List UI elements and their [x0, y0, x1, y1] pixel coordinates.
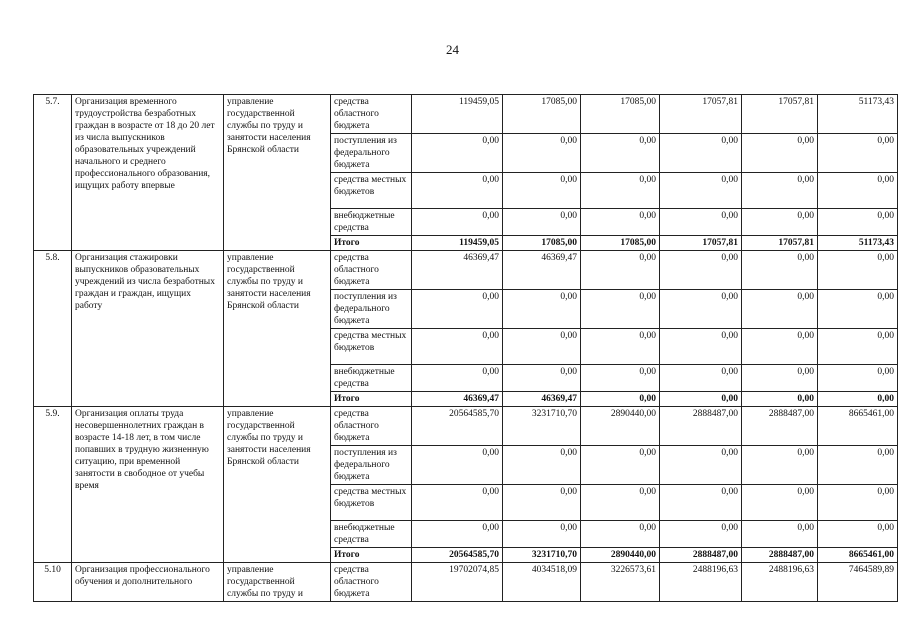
amount-cell: 0,00: [818, 209, 898, 236]
total-amount-cell: 17085,00: [503, 236, 581, 251]
total-amount-cell: 2890440,00: [581, 548, 660, 563]
item-name: Организация временного трудоустройства безработных граждан в возрасте от 18 до 20 лет из числа выпускников образовательных учреждений начального и среднего профессионального образования, ищущих работу впервые: [72, 95, 224, 251]
amount-cell: 0,00: [660, 446, 742, 485]
amount-cell: 2888487,00: [742, 407, 818, 446]
table-row: [34, 95, 898, 134]
amount-cell: 119459,05: [412, 95, 503, 134]
amount-cell: 0,00: [660, 521, 742, 548]
amount-cell: 0,00: [818, 173, 898, 209]
amount-cell: 0,00: [581, 485, 660, 521]
amount-cell: 0,00: [660, 209, 742, 236]
total-amount-cell: 8665461,00: [818, 548, 898, 563]
amount-cell: 51173,43: [818, 95, 898, 134]
amount-cell: 0,00: [412, 134, 503, 173]
total-amount-cell: 3231710,70: [503, 548, 581, 563]
amount-cell: 0,00: [581, 173, 660, 209]
amount-cell: 0,00: [503, 290, 581, 329]
amount-cell: 0,00: [818, 365, 898, 392]
amount-cell: 0,00: [660, 485, 742, 521]
amount-cell: 0,00: [412, 329, 503, 365]
total-amount-cell: 0,00: [818, 392, 898, 407]
amount-cell: 0,00: [412, 521, 503, 548]
amount-cell: 0,00: [742, 173, 818, 209]
amount-cell: 20564585,70: [412, 407, 503, 446]
funding-source: средства местных бюджетов: [331, 173, 412, 209]
total-amount-cell: 17085,00: [581, 236, 660, 251]
item-code: 5.9.: [34, 407, 72, 563]
item-name: Организация стажировки выпускников образовательных учреждений из числа безработных граждан и граждан, ищущих работу: [72, 251, 224, 407]
funding-source: внебюджетные средства: [331, 209, 412, 236]
item-executor: управление государственной службы по труду и: [224, 563, 331, 602]
table-row: [34, 407, 898, 446]
total-amount-cell: 17057,81: [742, 236, 818, 251]
amount-cell: 0,00: [581, 521, 660, 548]
item-executor: управление государственной службы по труду и занятости населения Брянской области: [224, 95, 331, 251]
funding-source: внебюджетные средства: [331, 365, 412, 392]
amount-cell: 0,00: [503, 209, 581, 236]
table-row: [34, 251, 898, 290]
amount-cell: 0,00: [660, 365, 742, 392]
amount-cell: 0,00: [660, 173, 742, 209]
amount-cell: 7464589,89: [818, 563, 898, 602]
amount-cell: 17057,81: [660, 95, 742, 134]
amount-cell: 0,00: [742, 329, 818, 365]
amount-cell: 0,00: [818, 485, 898, 521]
total-amount-cell: 0,00: [581, 392, 660, 407]
funding-source: средства местных бюджетов: [331, 329, 412, 365]
amount-cell: 0,00: [660, 251, 742, 290]
amount-cell: 0,00: [742, 521, 818, 548]
amount-cell: 0,00: [818, 446, 898, 485]
amount-cell: 3226573,61: [581, 563, 660, 602]
funding-source: средства областного бюджета: [331, 407, 412, 446]
total-amount-cell: 2888487,00: [660, 548, 742, 563]
amount-cell: 0,00: [503, 521, 581, 548]
budget-table: [33, 94, 898, 602]
amount-cell: 2888487,00: [660, 407, 742, 446]
amount-cell: 0,00: [412, 365, 503, 392]
amount-cell: 2488196,63: [742, 563, 818, 602]
amount-cell: 0,00: [503, 173, 581, 209]
amount-cell: 0,00: [742, 365, 818, 392]
amount-cell: 3231710,70: [503, 407, 581, 446]
amount-cell: 0,00: [412, 485, 503, 521]
amount-cell: 0,00: [660, 134, 742, 173]
total-amount-cell: 119459,05: [412, 236, 503, 251]
amount-cell: 0,00: [742, 485, 818, 521]
total-amount-cell: 46369,47: [503, 392, 581, 407]
total-amount-cell: 51173,43: [818, 236, 898, 251]
amount-cell: 0,00: [581, 365, 660, 392]
amount-cell: 17057,81: [742, 95, 818, 134]
amount-cell: 0,00: [412, 209, 503, 236]
amount-cell: 0,00: [581, 329, 660, 365]
amount-cell: 0,00: [503, 134, 581, 173]
total-label: Итого: [331, 236, 412, 251]
item-name: Организация оплаты труда несовершеннолетних граждан в возрасте 14-18 лет, в том числе попавших в трудную жизненную ситуацию, при временной занятости в свободное от учебы время: [72, 407, 224, 563]
amount-cell: 0,00: [818, 290, 898, 329]
amount-cell: 0,00: [412, 173, 503, 209]
amount-cell: 0,00: [818, 329, 898, 365]
total-amount-cell: 20564585,70: [412, 548, 503, 563]
amount-cell: 0,00: [660, 329, 742, 365]
item-code: 5.10: [34, 563, 72, 602]
amount-cell: 0,00: [818, 134, 898, 173]
amount-cell: 8665461,00: [818, 407, 898, 446]
amount-cell: 0,00: [503, 365, 581, 392]
total-amount-cell: 0,00: [742, 392, 818, 407]
total-label: Итого: [331, 548, 412, 563]
total-amount-cell: 2888487,00: [742, 548, 818, 563]
amount-cell: 0,00: [581, 446, 660, 485]
amount-cell: 19702074,85: [412, 563, 503, 602]
amount-cell: 4034518,09: [503, 563, 581, 602]
funding-source: поступления из федерального бюджета: [331, 446, 412, 485]
total-amount-cell: 0,00: [660, 392, 742, 407]
total-amount-cell: 46369,47: [412, 392, 503, 407]
item-executor: управление государственной службы по труду и занятости населения Брянской области: [224, 407, 331, 563]
amount-cell: 0,00: [818, 251, 898, 290]
funding-source: средства областного бюджета: [331, 563, 412, 602]
funding-source: средства местных бюджетов: [331, 485, 412, 521]
item-name: Организация профессионального обучения и дополнительного: [72, 563, 224, 602]
amount-cell: 0,00: [503, 485, 581, 521]
amount-cell: 0,00: [503, 446, 581, 485]
amount-cell: 46369,47: [412, 251, 503, 290]
amount-cell: 17085,00: [581, 95, 660, 134]
amount-cell: 0,00: [581, 134, 660, 173]
amount-cell: 0,00: [581, 251, 660, 290]
total-label: Итого: [331, 392, 412, 407]
item-code: 5.8.: [34, 251, 72, 407]
amount-cell: 0,00: [503, 329, 581, 365]
amount-cell: 0,00: [412, 290, 503, 329]
amount-cell: 0,00: [742, 446, 818, 485]
amount-cell: 0,00: [742, 209, 818, 236]
amount-cell: 0,00: [818, 521, 898, 548]
funding-source: средства областного бюджета: [331, 95, 412, 134]
table-row: [34, 563, 898, 602]
amount-cell: 2488196,63: [660, 563, 742, 602]
total-amount-cell: 17057,81: [660, 236, 742, 251]
funding-source: средства областного бюджета: [331, 251, 412, 290]
amount-cell: 0,00: [742, 290, 818, 329]
amount-cell: 0,00: [412, 446, 503, 485]
funding-source: внебюджетные средства: [331, 521, 412, 548]
amount-cell: 0,00: [581, 290, 660, 329]
amount-cell: 46369,47: [503, 251, 581, 290]
amount-cell: 17085,00: [503, 95, 581, 134]
amount-cell: 0,00: [742, 251, 818, 290]
funding-source: поступления из федерального бюджета: [331, 134, 412, 173]
item-executor: управление государственной службы по труду и занятости населения Брянской области: [224, 251, 331, 407]
amount-cell: 0,00: [660, 290, 742, 329]
amount-cell: 0,00: [581, 209, 660, 236]
amount-cell: 0,00: [742, 134, 818, 173]
amount-cell: 2890440,00: [581, 407, 660, 446]
item-code: 5.7.: [34, 95, 72, 251]
funding-source: поступления из федерального бюджета: [331, 290, 412, 329]
page-number: 24: [446, 42, 459, 57]
